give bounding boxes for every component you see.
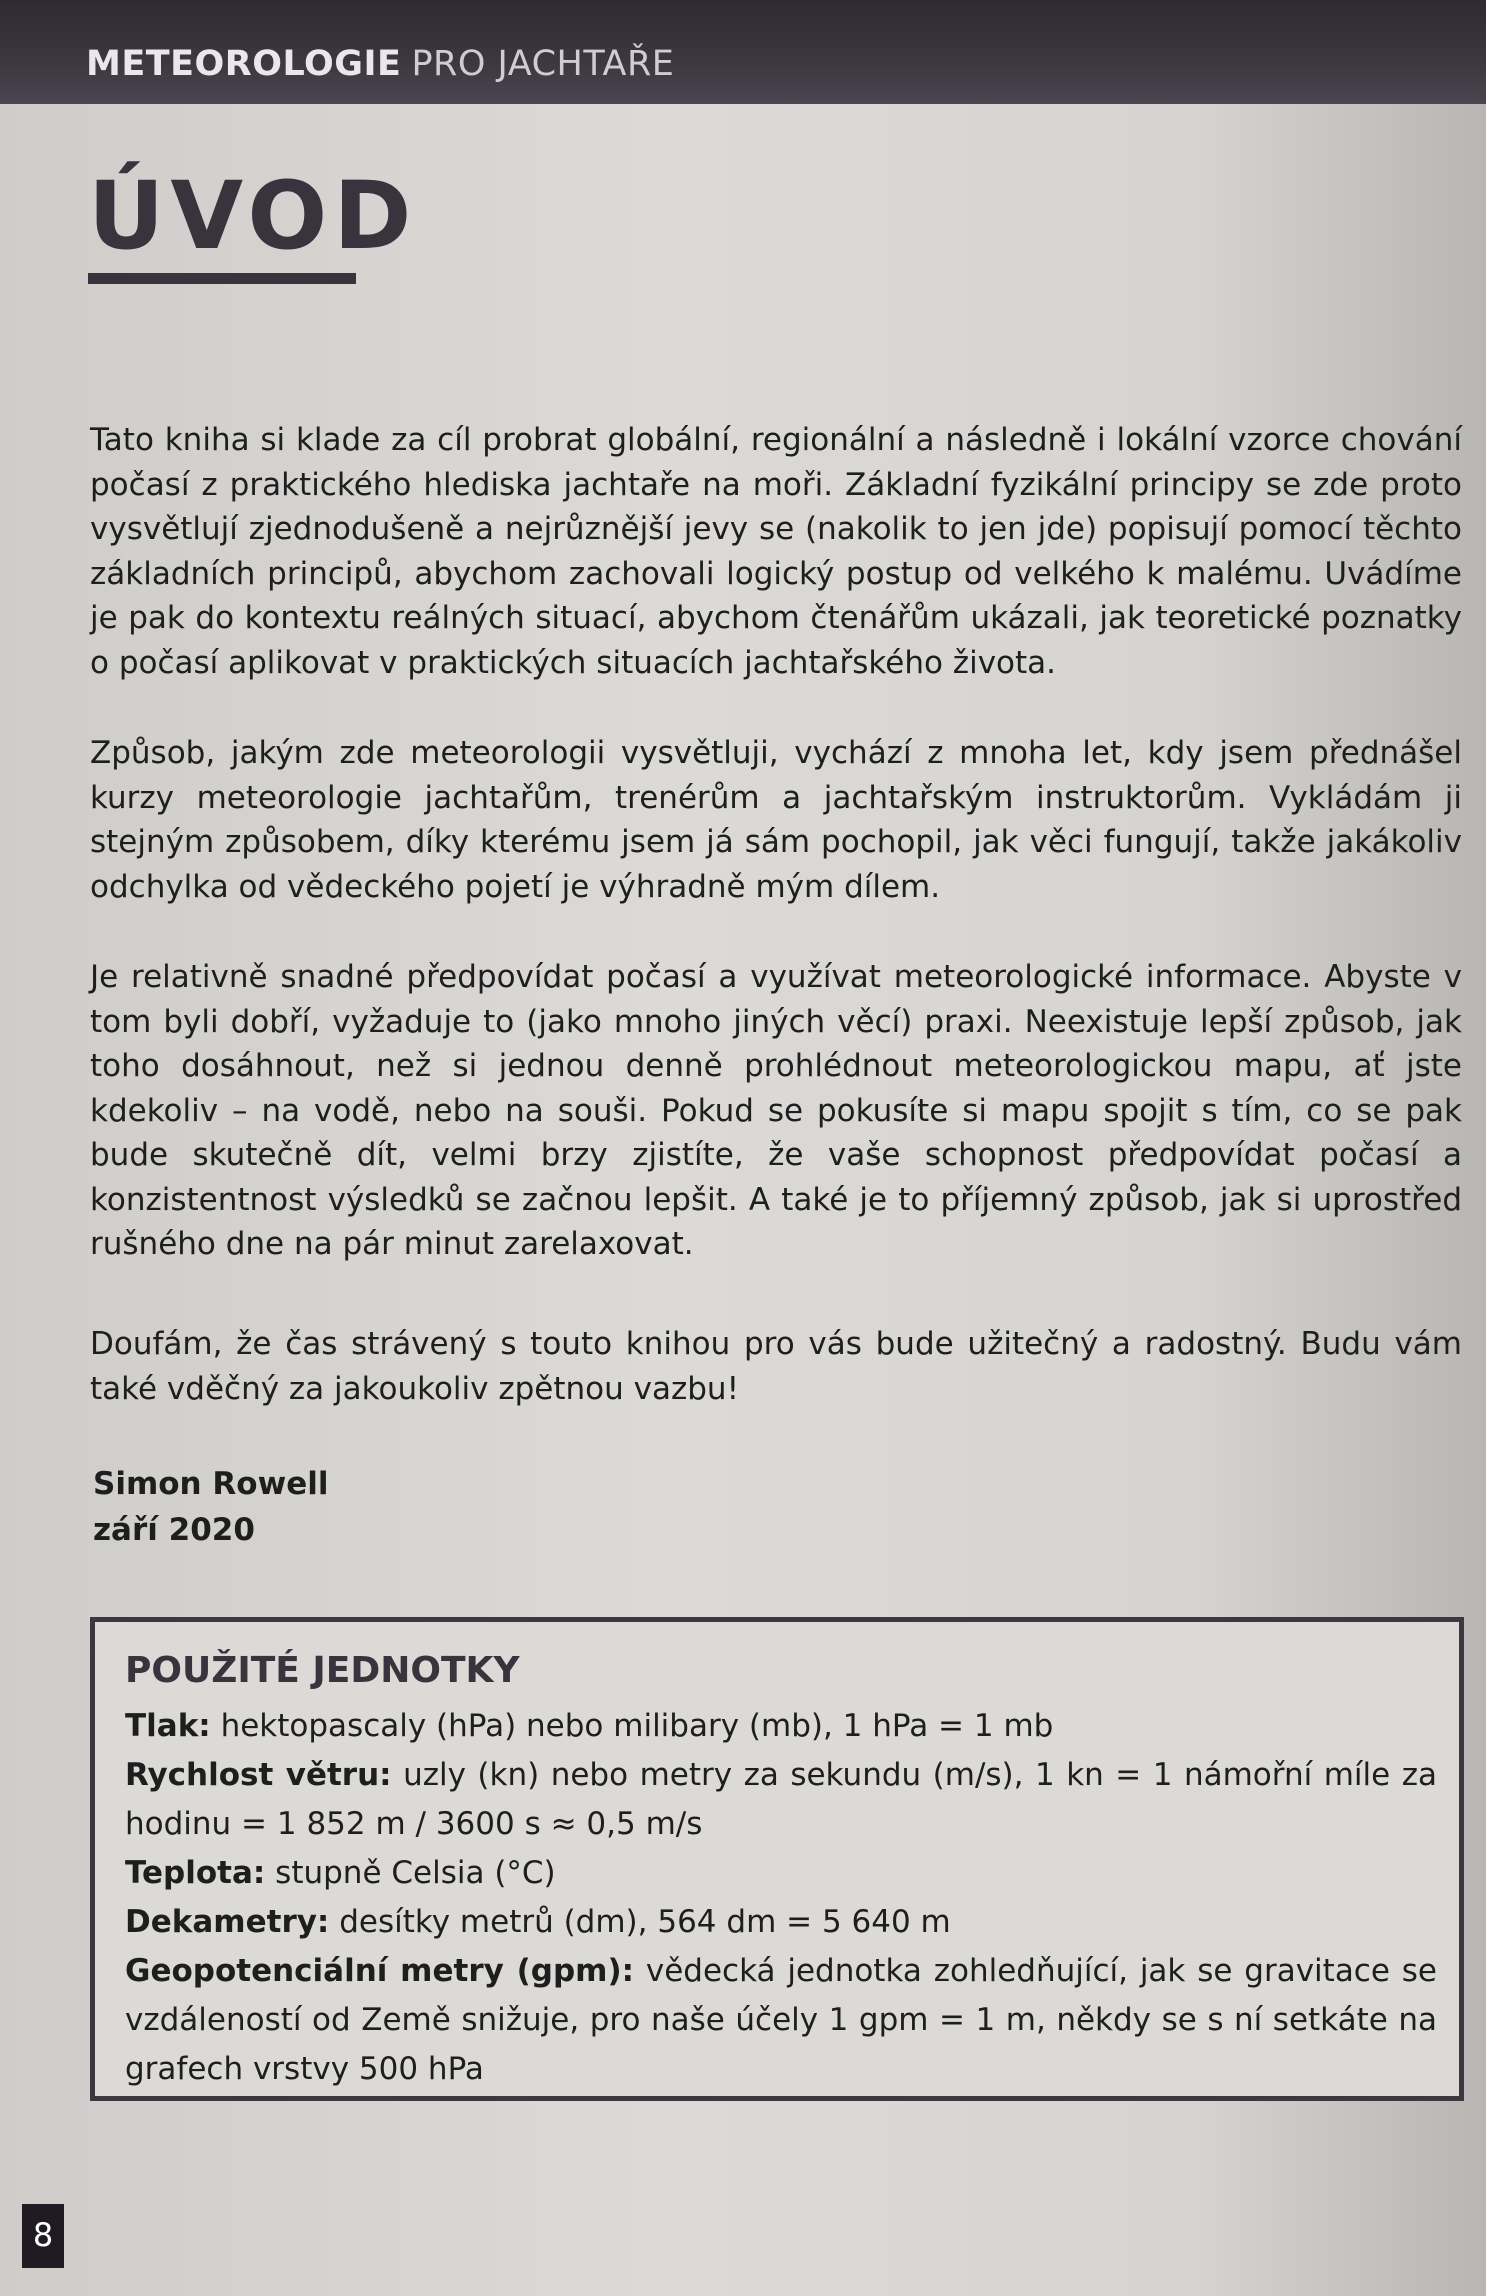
paragraph-2: Způsob, jakým zde meteorologii vysvětluji, vychází z mnoha let, kdy jsem přednášel kurzy meteorologie jachtařům, trenérům a jachtařským instruktorům. Vykládám ji stejným způsobem, díky kterému jsem já sám pochopil, jak věci fungují, takže jakákoliv odchylka od vědeckého pojetí je výhradně mým dílem. (90, 735, 1462, 905)
paragraph-4: Doufám, že čas strávený s touto knihou pro vás bude užitečný a radostný. Budu vám také vděčný za jakoukoliv zpětnou vazbu! (90, 1326, 1462, 1407)
book-title-bold: METEOROLOGIE (86, 44, 402, 84)
unit-label: Teplota: (125, 1855, 266, 1891)
author-date: září 2020 (93, 1512, 255, 1548)
unit-label: Dekametry: (125, 1904, 330, 1940)
unit-item-decameters (125, 1898, 1437, 1947)
unit-text: hektopascaly (hPa) nebo milibary (mb), 1 hPa = 1 mb (220, 1708, 1054, 1744)
author-name: Simon Rowell (93, 1466, 329, 1502)
unit-text: desítky metrů (dm), 564 dm = 5 640 m (339, 1904, 951, 1940)
unit-text: stupně Celsia (°C) (275, 1855, 556, 1891)
unit-text: vědecká jednotka zohledňující, jak se gravitace se vzdáleností od Země snižuje, pro naše účely 1 gpm = 1 m, někdy se s ní setkáte na grafech vrstvy 500 hPa (125, 1953, 1437, 2087)
unit-label: Rychlost větru: (125, 1757, 392, 1793)
unit-item-temperature (125, 1849, 1437, 1898)
paragraph-1: Tato kniha si klade za cíl probrat globální, regionální a následně i lokální vzorce chování počasí z praktického hlediska jachtaře na moři. Základní fyzikální principy se zde proto vysvětlují zjednodušeně a nejrůznější jevy se (nakolik to jen jde) popisují pomocí těchto základních principů, abychom zachovali logický postup od velkého k malému. Uvádíme je pak do kontextu reálných situací, abychom čtenářům ukázali, jak teoretické poznatky o počasí aplikovat v praktických situacích jachtařského života. (90, 422, 1462, 681)
units-box-title: POUŽITÉ JEDNOTKY (125, 1650, 520, 1691)
unit-label: Geopotenciální metry (gpm): (125, 1953, 635, 1989)
unit-item-wind-speed (125, 1751, 1437, 1849)
unit-item-pressure (125, 1702, 1437, 1751)
page-number-tab (22, 2204, 64, 2268)
unit-label: Tlak: (125, 1708, 211, 1744)
title-underline (88, 273, 356, 284)
unit-text: uzly (kn) nebo metry za sekundu (m/s), 1 kn = 1 námořní míle za hodinu = 1 852 m / 3600 s ≈ 0,5 m/s (125, 1757, 1437, 1842)
chapter-title: ÚVOD (88, 162, 418, 271)
page-number: 8 (32, 2216, 54, 2254)
unit-item-geopotential-meters (125, 1947, 1437, 2094)
book-title-light: PRO JACHTAŘE (411, 44, 675, 84)
units-list (125, 1702, 1437, 2094)
book-title (86, 44, 674, 84)
paragraph-3: Je relativně snadné předpovídat počasí a využívat meteorologické informace. Abyste v tom byli dobří, vyžaduje to (jako mnoho jiných věcí) praxi. Neexistuje lepší způsob, jak toho dosáhnout, než si jednou denně prohlédnout meteorologickou mapu, ať jste kdekoliv – na vodě, nebo na souši. Pokud se pokusíte si mapu spojit s tím, co se pak bude skutečně dít, velmi brzy zjistíte, že vaše schopnost předpovídat počasí a konzistentnost výsledků se začnou lepšit. A také je to příjemný způsob, jak si uprostřed rušného dne na pár minut zarelaxovat. (90, 959, 1462, 1262)
units-box (90, 1617, 1464, 2101)
running-header (0, 0, 1486, 104)
